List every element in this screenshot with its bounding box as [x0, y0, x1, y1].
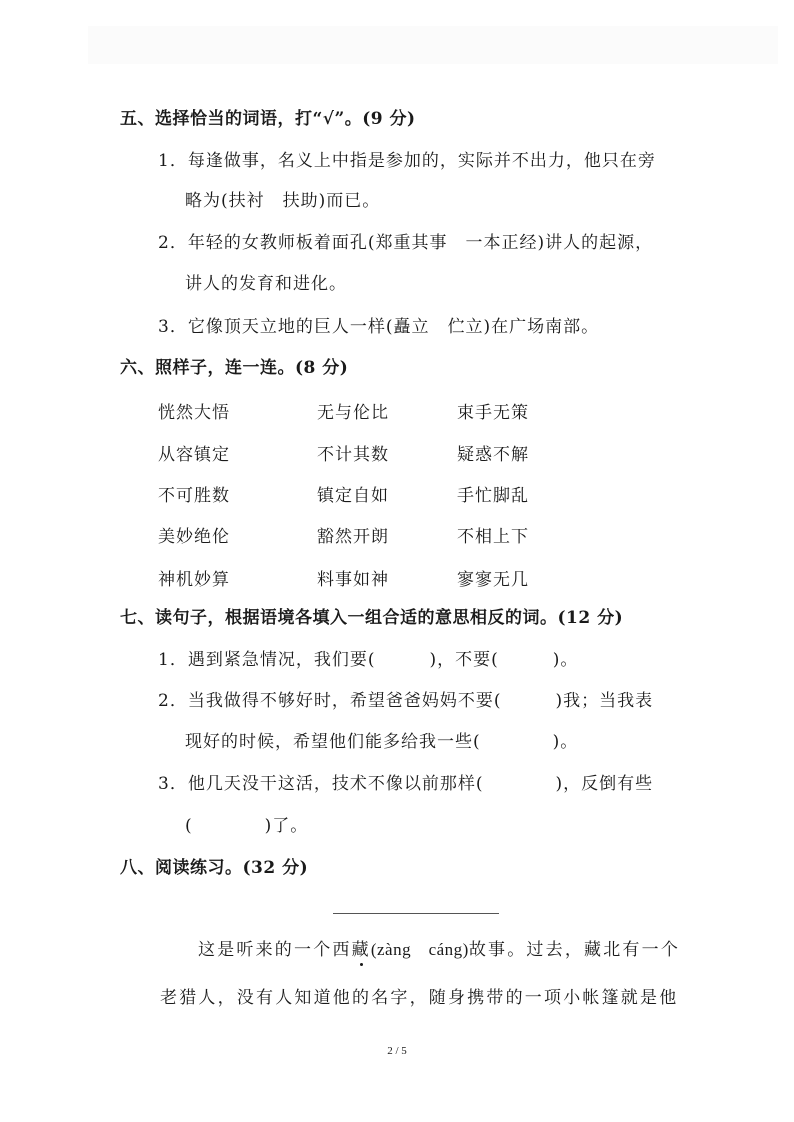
idiom-col3-row1: 束手无策: [457, 403, 529, 423]
idiom-col3-row2: 疑惑不解: [457, 445, 529, 465]
passage-line-2: 老猎人，没有人知道他的名字，随身携带的一项小帐篷就是他: [160, 988, 679, 1008]
idiom-col3-row3: 手忙脚乱: [457, 486, 529, 506]
s5-q2-line1: 2．年轻的女教师板着面孔(郑重其事 一本正经)讲人的起源，: [158, 233, 654, 253]
s5-q1-line2: 略为(扶衬 扶助)而已。: [185, 191, 381, 211]
s7-q3-line1: 3．他几天没干这活，技术不像以前那样( )，反倒有些: [158, 774, 654, 794]
idiom-col1-row5: 神机妙算: [158, 570, 230, 590]
header-band: [88, 26, 778, 64]
idiom-col3-row4: 不相上下: [457, 527, 529, 547]
idiom-col1-row2: 从容镇定: [158, 445, 230, 465]
section-8-title: 八、阅读练习。(32 分): [120, 858, 309, 878]
passage-line-1: [198, 935, 680, 960]
section-5-title: 五、选择恰当的词语，打“√”。(9 分): [120, 109, 416, 129]
idiom-col1-row1: 恍然大悟: [158, 403, 230, 423]
s7-q2-line1: 2．当我做得不够好时，希望爸爸妈妈不要( )我；当我表: [158, 691, 654, 711]
passage-title-rule: [333, 913, 499, 914]
s7-q2-line2: 现好的时候，希望他们能多给我一些( )。: [185, 732, 579, 752]
s5-q1-line1: 1．每逢做事，名义上中指是参加的，实际并不出力，他只在旁: [158, 151, 656, 171]
passage-line1-part-a: 这是听来的一个西: [198, 940, 352, 960]
dotted-char: 藏: [351, 940, 371, 960]
idiom-col2-row4: 豁然开朗: [317, 527, 389, 547]
s5-q2-line2: 讲人的发育和进化。: [185, 274, 347, 294]
idiom-col2-row2: 不计其数: [317, 445, 389, 465]
passage-line1-part-b: 故事。过去，藏北有一个: [468, 940, 681, 960]
s5-q3-line1: 3．它像顶天立地的巨人一样(矗立 伫立)在广场南部。: [158, 317, 600, 337]
s7-q1-line1: 1．遇到紧急情况，我们要( )，不要( )。: [158, 650, 579, 670]
section-6-title: 六、照样子，连一连。(8 分): [120, 358, 349, 378]
s7-q3-line2: ( )了。: [185, 816, 309, 836]
idiom-col2-row3: 镇定自如: [317, 486, 389, 506]
idiom-col1-row4: 美妙绝伦: [158, 527, 230, 547]
idiom-col2-row5: 料事如神: [317, 570, 389, 590]
section-7-title: 七、读句子，根据语境各填入一组合适的意思相反的词。(12 分): [120, 608, 624, 628]
idiom-col1-row3: 不可胜数: [158, 486, 230, 506]
pinyin-annotation: (zàng cáng): [370, 940, 469, 959]
page-number: 2 / 5: [387, 1045, 407, 1057]
idiom-col3-row5: 寥寥无几: [457, 570, 529, 590]
idiom-col2-row1: 无与伦比: [317, 403, 389, 423]
